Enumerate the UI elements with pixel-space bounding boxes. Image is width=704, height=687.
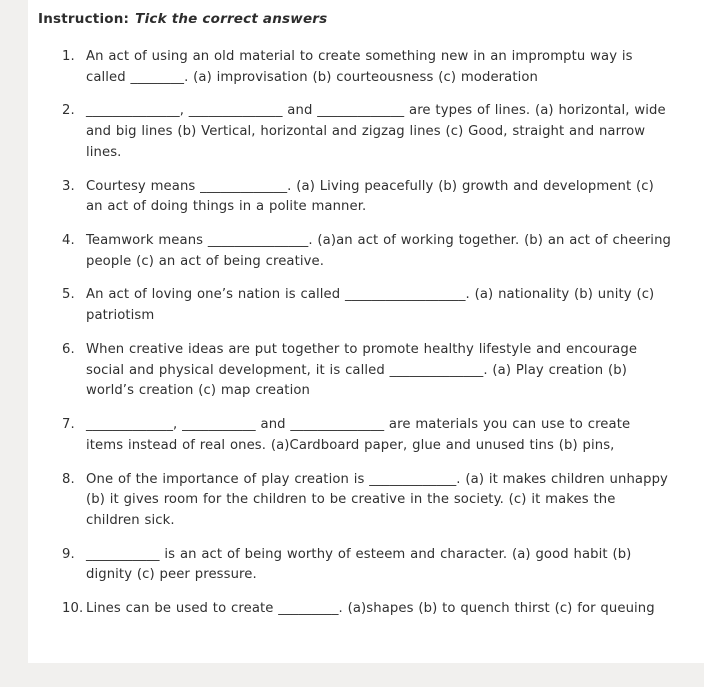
question-item [62,231,688,272]
instruction-label: Instruction: [38,11,130,27]
question-text: ______________, ______________ and _____________ are types of lines. (a) horizontal, wide and big lines (b) Vertical, horizontal and zigzag lines (c) Good, straight and narrow lines. [86,103,666,160]
question-item [62,340,688,402]
question-item [62,599,688,620]
instruction-line [38,11,688,27]
question-text: When creative ideas are put together to promote healthy lifestyle and encourage social and physical development, it is called ______________. (a) Play creation (b) world’s creation (c) map creation [86,341,638,399]
question-text: One of the importance of play creation is _____________. (a) it makes children unhappy (b) it gives room for the children to be creative in the society. (c) it makes the children sick. [86,471,668,528]
page-left-edge [0,0,28,687]
question-text: An act of using an old material to create something new in an impromptu way is called ________. (a) improvisation (b) courteousness (c) moderation [86,49,633,85]
question-number: 4. [62,233,75,249]
instruction-text: Tick the correct answers [135,11,328,27]
question-item [62,177,688,218]
question-number: 6. [62,341,75,357]
question-number: 5. [62,287,75,303]
worksheet-page [28,0,704,663]
question-item [62,545,688,586]
question-number: 3. [62,178,75,194]
question-text: _____________, ___________ and ______________ are materials you can use to create items instead of real ones. (a)Cardboard paper, glue and unused tins (b) pins, [86,417,631,453]
question-item [62,47,688,88]
question-number: 1. [62,49,75,64]
question-number: 10. [62,601,84,617]
question-text: ___________ is an act of being worthy of esteem and character. (a) good habit (b) dignity (c) peer pressure. [86,546,632,583]
question-number: 2. [62,103,75,119]
page-bottom-edge [0,663,704,687]
question-number: 7. [62,417,75,433]
question-text: An act of loving one’s nation is called __________________. (a) nationality (b) unity (c) patriotism [86,287,655,324]
question-number: 9. [62,546,75,562]
question-text: Lines can be used to create _________. (a)shapes (b) to quench thirst (c) for queuing [86,601,655,617]
question-text: Courtesy means _____________. (a) Living peacefully (b) growth and development (c) an act of doing things in a polite manner. [86,178,654,215]
question-item [62,415,688,456]
question-item [62,285,688,326]
question-number: 8. [62,471,75,487]
question-list [62,47,688,620]
question-text: Teamwork means _______________. (a)an act of working together. (b) an act of cheering people (c) an act of being creative. [86,233,671,269]
question-item [62,101,688,163]
question-item [62,470,688,532]
